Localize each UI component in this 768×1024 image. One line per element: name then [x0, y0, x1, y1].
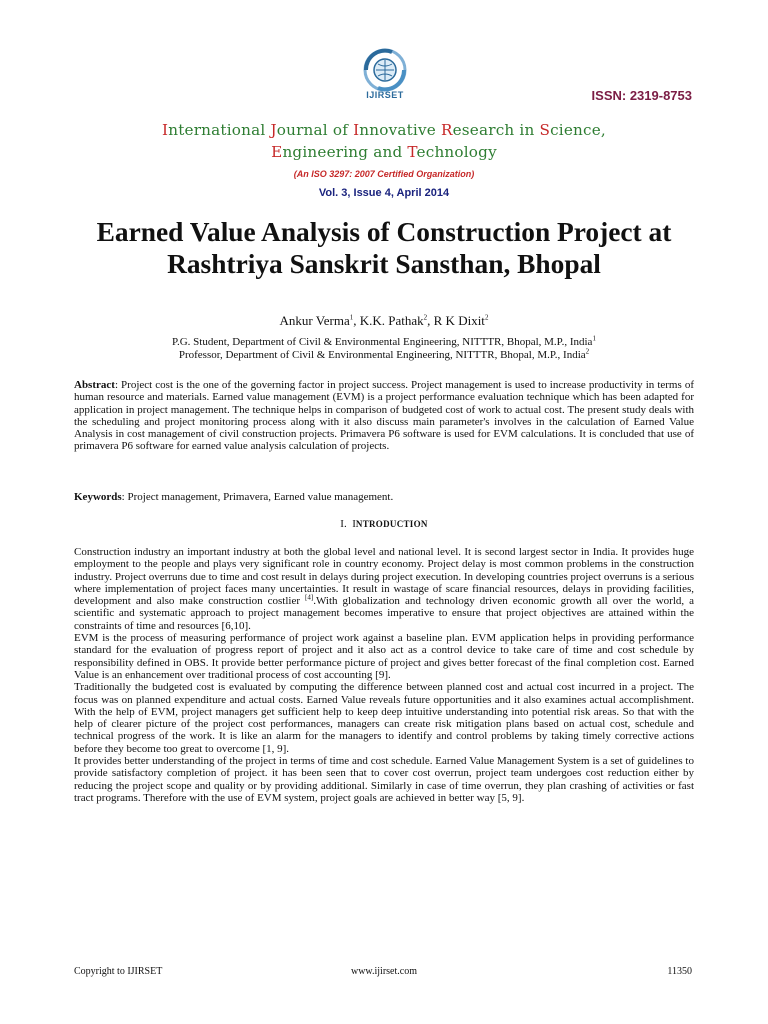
author-name: R K Dixit: [433, 313, 485, 328]
journal-title-line1: International Journal of Innovative Research in Science,: [162, 121, 606, 139]
paragraph: Construction industry an important industry at both the global level and national level. It is second largest sector in India. It provides huge employment to the people and plays very significant role in country economy. Project delay is most common problems in the construction industry. Project overruns due to time and cost result in delays during project execution. In developing countries project overruns is a serious where implementation of project faces many uncertainties. It result in wastage of scare financial resources, delays in providing facilities, development and also make construction costlier [4].With globalization and technology driven economic growth all over the world, a scientific and systematic approach to project management becomes imperative to ensure that project objectives are attained within the constraints of time and resources [6,10].: [74, 546, 695, 632]
section-heading: I. INTRODUCTION: [340, 518, 428, 530]
abstract-label: Abstract: [74, 379, 115, 391]
paper-title: Earned Value Analysis of Construction Project at Rashtriya Sanskrit Sansthan, Bhopal: [96, 217, 672, 279]
abstract-text: : Project cost is the one of the governing factor in project success. Project management is used to increase productivity in terms of human resource and materials. Earned value management (EVM) is a project performance evaluation technique which has been adapted for application in project management. The technique helps in comparison of budgeted cost of work to actual cost. The present study deals with the scheduling and project monitoring process along with it also discuss main parameter's involves in the calculation of Earned Value Analysis in cost management of civil construction projects. Primavera P6 software is used for EVM calculations. It is concluded that use of primavera P6 software for earned value analysis calculation of projects.: [74, 379, 694, 453]
footer-copyright: Copyright to IJIRSET: [74, 966, 163, 977]
journal-title-line2: Engineering and Technology: [271, 143, 497, 161]
paragraph: Traditionally the budgeted cost is evaluated by computing the difference between planned cost and actual cost incurred in a project. The focus was on planned expenditure and actual costs. Earned Value reveals future opportunities and it also examines actual accomplishment. With the help of EVM, project managers get sufficient help to keep deep intuitive understanding into potential risk areas. So that with the help of clearer picture of the project cost performances, managers can create risk mitigation plans based on actual cost, schedule and technical progress of the work. It is like an alarm for the managers to identify and control problems by taking timely corrective actions before they become too great to overcome [1, 9].: [74, 681, 694, 755]
affiliation-1: P.G. Student, Department of Civil & Environmental Engineering, NITTTR, Bhopal, M.P., India$^1$: [172, 334, 596, 348]
page-number: 11350: [667, 966, 692, 977]
paragraph: It provides better understanding of the project in terms of time and cost schedule. Earned Value Management System is a set of guidelines to provide satisfactory completion of project. it has been seen that to cover cost overrun, project team undergoes cost reduction either by reducing the project scope and quality or by providing additional. Similarly in case of time overrun, they plan crashing of activities or fast tract programs. Therefore with the use of EVM system, project goals are achieved in better way [5, 9].: [74, 755, 694, 804]
keywords-label: Keywords: [74, 491, 122, 503]
author-name: Ankur Verma: [279, 313, 350, 328]
logo-text: IJIRSET: [366, 90, 404, 100]
introduction-body: [74, 546, 694, 804]
abstract: [74, 379, 694, 453]
iso-certification: (An ISO 3297: 2007 Certified Organization): [293, 169, 475, 179]
footer-url: www.ijirset.com: [350, 966, 417, 977]
author-list: Ankur Verma$^1$, K.K. Pathak$^2$, R K Dixit$^2$: [279, 313, 489, 328]
volume-issue: Vol. 3, Issue 4, April 2014: [318, 187, 450, 199]
paragraph: EVM is the process of measuring performance of project work against a baseline plan. EVM application helps in providing performance standard for the evaluation of progress report of project and it also act as a control device to take care of time and cost schedule by responsibility defined in OBS. It provide better performance picture of project and gives better forecast of the final completion cost. Earned Value is an enhancement over traditional process of cost accounting [9].: [74, 632, 694, 681]
keywords: [74, 491, 694, 503]
keywords-text: : Project management, Primavera, Earned value management.: [121, 491, 394, 503]
issn: ISSN: 2319-8753: [591, 88, 692, 103]
author-name: K.K. Pathak: [359, 313, 424, 328]
affiliation-2: Professor, Department of Civil & Environmental Engineering, NITTTR, Bhopal, M.P., India$^2$: [178, 347, 590, 361]
